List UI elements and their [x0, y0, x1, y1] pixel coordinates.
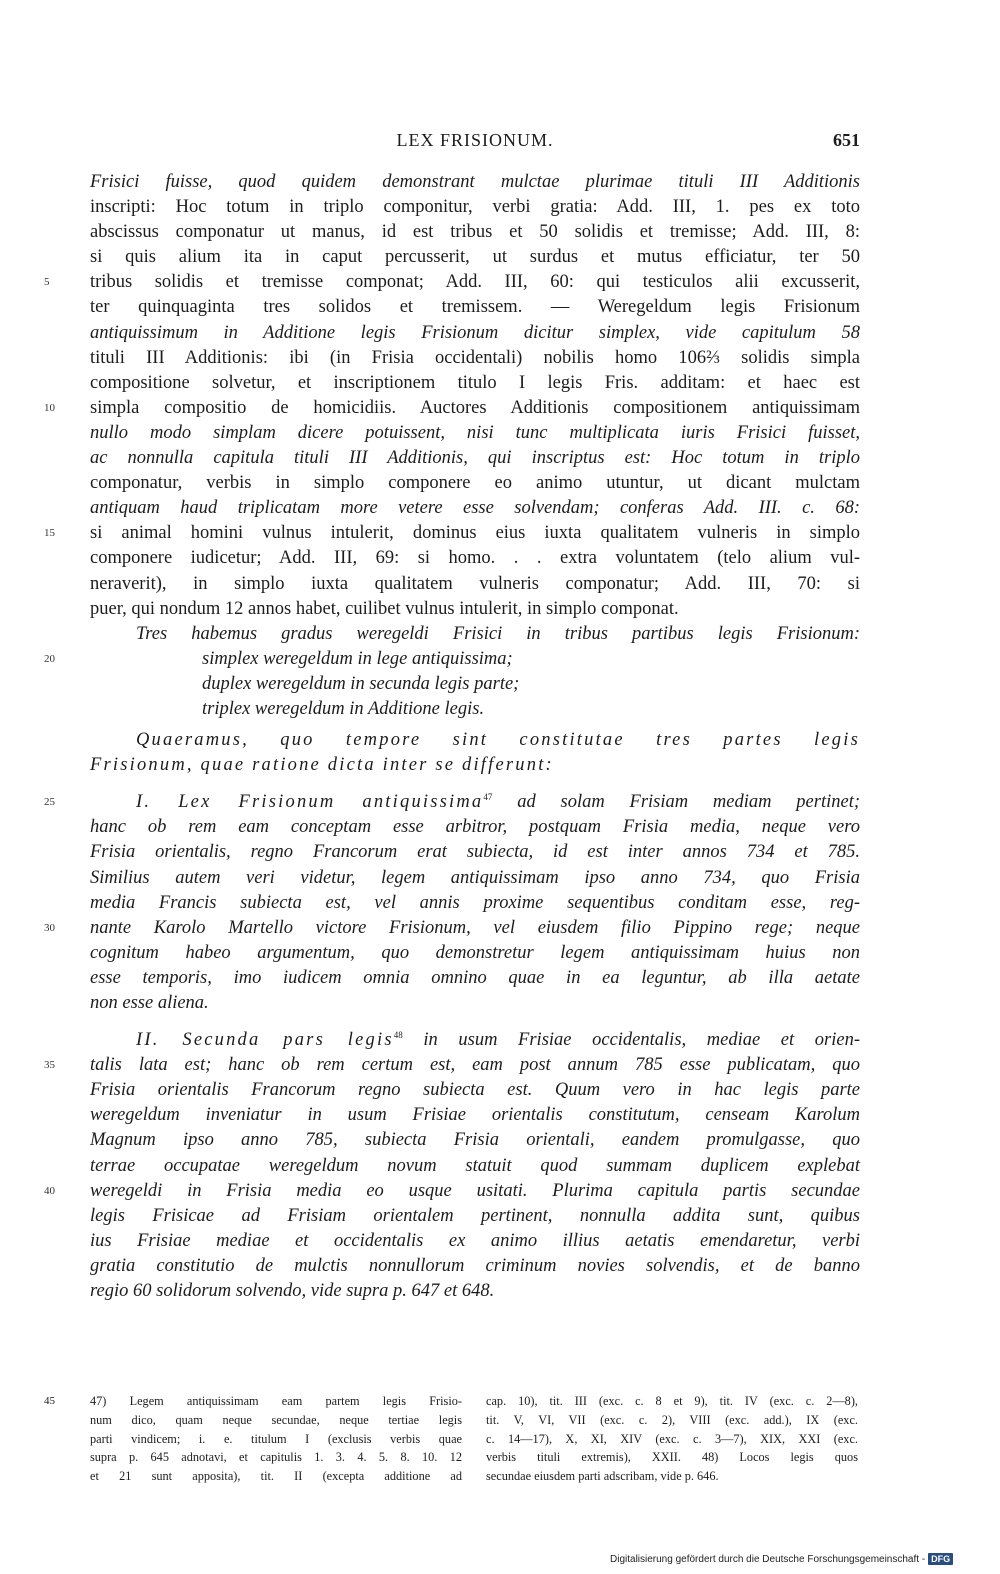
line-number: 35 — [44, 1059, 55, 1072]
text-line: 30 nante Karolo Martello victore Frisionum, vel eiusdem filio Pippino rege; neque — [90, 916, 860, 941]
text-line: tituli III Additionis: ibi (in Frisia occidentali) nobilis homo 106⅔ solidis simpla — [90, 347, 860, 368]
text-line: weregeldum inveniatur in usum Frisiae orientalis constitutum, censeam Karolum — [90, 1105, 860, 1126]
text-line: 20 simplex weregeldum in lege antiquissima; — [90, 647, 860, 672]
text-line: gratia constitutio de mulctis nonnullorum criminum novies solvendis, et de banno — [90, 1255, 860, 1276]
text-line: 40 weregeldi in Frisia media eo usque usitati. Plurima capitula partis secundae — [90, 1179, 860, 1204]
footnote-line: parti vindicem; i. e. titulum I (exclusis verbis quae — [90, 1431, 462, 1446]
footnotes-left-column — [44, 1392, 462, 1486]
text-line: si quis alium ita in caput percusserit, ut surdus et mutus efficiatur, ter 50 — [90, 247, 860, 268]
text-line: media Francis subiecta est, vel annis proxime sequentibus conditam esse, reg- — [90, 892, 860, 913]
text-line: Frisia orientalis Francorum regno subiecta est. Quum vero in hac legis parte — [90, 1080, 860, 1101]
text-line: Frisia orientalis, regno Francorum erat subiecta, id est inter annos 734 et 785. — [90, 842, 860, 863]
footnote-line: cap. 10), tit. III (exc. c. 8 et 9), tit. IV (exc. c. 2—8), — [486, 1394, 858, 1408]
text-line: nullo modo simplam dicere potuissent, nisi tunc multiplicata iuris Frisici fuisset, — [90, 422, 860, 443]
text-line: componatur, verbis in simplo componere eo animo utuntur, ut dicant mulctam — [90, 473, 860, 494]
text-line: triplex weregeldum in Additione legis. — [202, 698, 485, 719]
text-line: 5 tribus solidis et tremisse componat; Add. III, 60: qui testiculos alii excusserit, — [90, 270, 860, 295]
text-line: regio 60 solidorum solvendo, vide supra p. 647 et 648. — [90, 1281, 495, 1302]
page-number: 651 — [833, 130, 860, 150]
footer-text: Digitalisierung gefördert durch die Deutsche Forschungsgemeinschaft - — [610, 1554, 926, 1565]
text-line: Magnum ipso anno 785, subiecta Frisia orientali, eandem promulgasse, quo — [90, 1130, 860, 1151]
text-line: puer, qui nondum 12 annos habet, cuilibet vulnus intulerit, in simplo componat. — [90, 598, 679, 619]
main-text — [44, 170, 860, 1304]
text-line: hanc ob rem eam conceptam esse arbitror, postquam Frisia media, neque vero — [90, 817, 860, 838]
footnote-line: num dico, quam neque secundae, neque tertiae legis — [90, 1412, 462, 1427]
text-line: 15 si animal homini vulnus intulerit, dominus eius iuxta qualitatem vulneris in simplo — [90, 521, 860, 546]
text-line: componere iudicetur; Add. III, 69: si homo. . . extra voluntatem (telo alium vul- — [90, 548, 860, 569]
text-line: ter quinquaginta tres solidos et tremissem. — Weregeldum legis Frisionum — [90, 297, 860, 318]
footnote-line: tit. V, VI, VII (exc. c. 2), VIII (exc. add.), IX (exc. — [486, 1412, 858, 1427]
line-number: 20 — [44, 652, 55, 665]
line-number: 45 — [44, 1395, 55, 1407]
text-line: terrae occupatae weregeldum novum statuit quod summam duplicem explebat — [90, 1155, 860, 1176]
footnote-line: 45 47) Legem antiquissimam eam partem legis Frisio- — [90, 1392, 462, 1411]
text-line: antiquam haud triplicatam more vetere esse solvendam; conferas Add. III. c. 68: — [90, 498, 860, 519]
text-line: Frisici fuisse, quod quidem demonstrant mulctae plurimae tituli III Additionis — [90, 172, 860, 192]
footnote-line: c. 14—17), X, XI, XIV (exc. c. 3—7), XIX, XXI (exc. — [486, 1431, 858, 1446]
line-number: 30 — [44, 921, 55, 934]
running-title: LEX FRISIONUM. — [396, 130, 554, 150]
text-line: compositione solvetur, et inscriptionem titulo I legis Fris. additam: et haec est — [90, 372, 860, 393]
line-number: 40 — [44, 1184, 55, 1197]
text-line: esse temporis, imo iudicem omnia omnino quae in ea leguntur, ab illa aetate — [90, 967, 860, 988]
text-line: inscripti: Hoc totum in triplo componitur, verbi gratia: Add. III, 1. pes ex toto — [90, 197, 860, 218]
footnote-mark[interactable]: 48 — [393, 1029, 403, 1040]
text-line: Tres habemus gradus weregeldi Frisici in tribus partibus legis Frisionum: — [136, 623, 860, 644]
footnote-line: verbis tituli extremis), XXII. 48) Locos legis quos — [486, 1450, 858, 1465]
text-line: legis Frisicae ad Frisiam orientalem pertinent, nonnulla addita sunt, quibus — [90, 1205, 860, 1226]
footnote-line: et 21 sunt apposita), tit. II (excepta additione ad — [90, 1469, 462, 1484]
text-line: Frisionum, quae ratione dicta inter se differunt: — [90, 755, 554, 776]
text-line: II. Secunda pars legis$^{48}$ in usum Frisiae occidentalis, mediae et orien- — [136, 1029, 860, 1051]
text-line: cognitum habeo argumentum, quo demonstretur legem antiquissimam huius non — [90, 942, 860, 963]
line-number: 25 — [44, 796, 55, 809]
footnotes-right-column — [486, 1392, 858, 1486]
text-line: ac nonnulla capitula tituli III Additionis, qui inscriptus est: Hoc totum in triplo — [90, 448, 860, 469]
footnote-mark[interactable]: 47 — [483, 792, 493, 803]
text-line: 35 talis lata est; hanc ob rem certum est, eam post annum 785 esse publicatam, quo — [90, 1053, 860, 1078]
line-number: 5 — [44, 276, 50, 289]
footnote-line: secundae eiusdem parti adscribam, vide p. 646. — [486, 1469, 719, 1484]
text-line: Quaeramus, quo tempore sint constitutae tres partes legis — [136, 730, 860, 751]
text-line: 25 I. Lex Frisionum antiquissima$^{47}$ ad solam Frisiam mediam pertinet; — [90, 790, 860, 815]
text-line: Similius autem veri videtur, legem antiquissimam ipso anno 734, quo Frisia — [90, 867, 860, 888]
footnote-line: supra p. 645 adnotavi, et capitulis 1. 3. 4. 5. 8. 10. 12 — [90, 1450, 462, 1465]
text-line: ius Frisiae mediae et occidentalis ex animo illius aetatis emendaretur, verbi — [90, 1230, 860, 1251]
line-number: 15 — [44, 527, 55, 540]
text-line: antiquissimum in Additione legis Frisionum dicitur simplex, vide capitulum 58 — [90, 322, 860, 343]
text-line: abscissus componatur ut manus, id est tribus et 50 solidis et tremisse; Add. III, 8: — [90, 222, 860, 243]
line-number: 10 — [44, 401, 55, 414]
digitization-footer — [610, 1553, 953, 1565]
text-line: duplex weregeldum in secunda legis parte; — [202, 673, 520, 694]
text-line: 10 simpla compositio de homicidiis. Auctores Additionis compositionem antiquissimam — [90, 396, 860, 421]
text-line: non esse aliena. — [90, 993, 209, 1013]
page-header — [90, 130, 860, 156]
dfg-logo-icon: DFG — [928, 1553, 953, 1565]
text-line: neraverit), in simplo iuxta qualitatem vulneris componatur; Add. III, 70: si — [90, 573, 860, 594]
